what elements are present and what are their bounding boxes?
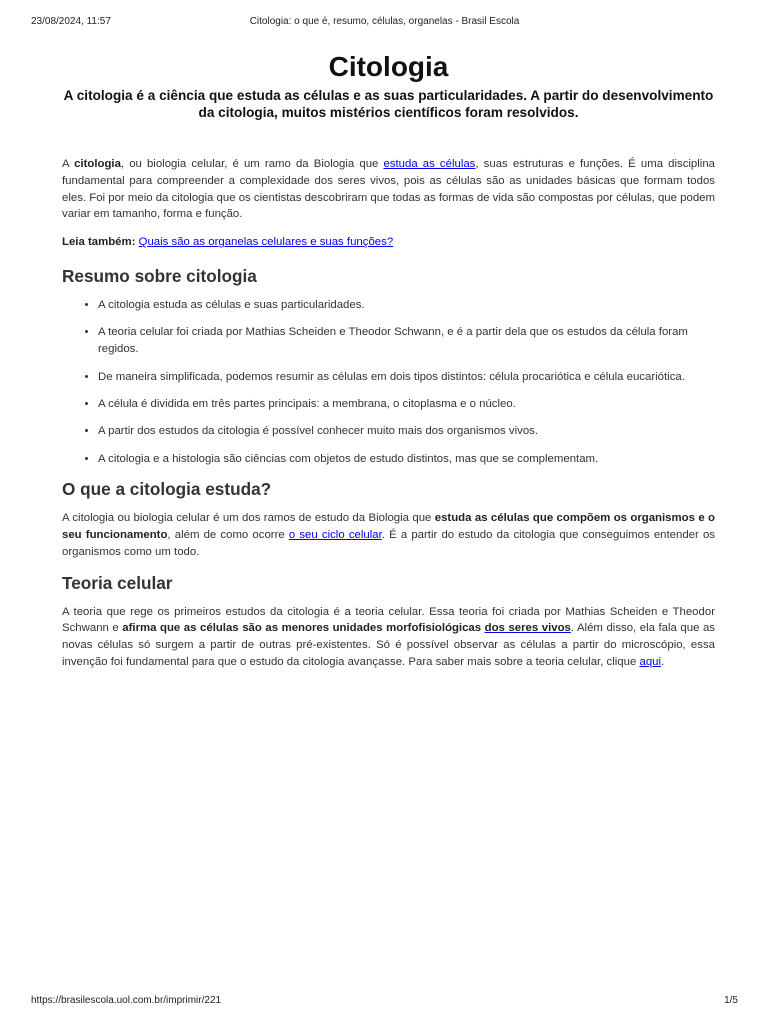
list-item: • A partir dos estudos da citologia é possível conhecer muito mais dos organismos vivos.	[98, 423, 715, 440]
paragraph-text: . Além disso, ela fala que as novas células só surgem a partir de outras pré-existentes. Só é possível observar as células a partir do microscópio, essa invenção foi fundamental para que o estudo da citologia avançasse. Para saber mais sobre a teoria celular, clique	[62, 622, 715, 668]
list-item: • A citologia e a histologia são ciências com objetos de estudo distintos, mas que se complementam.	[98, 451, 715, 468]
list-item: • A célula é dividida em três partes principais: a membrana, o citoplasma e o núcleo.	[98, 396, 715, 413]
read-also-label: Leia também:	[62, 236, 136, 249]
paragraph-bold: estuda as células que compõem os organismos e o seu funcionamento	[62, 512, 715, 541]
intro-text: , suas estruturas e funções. É uma disciplina fundamental para compreender a complexidade dos seres vivos, pois as células são as unidades básicas que formam todos eles. Foi por meio da citologia que os cientistas descobriram que todas as formas de vida são compostas por células, que podem variar em tamanho, forma e função.	[62, 158, 715, 221]
print-header	[31, 16, 738, 30]
link-estuda-as-celulas[interactable]: estuda as células	[383, 158, 476, 170]
cell-theory-paragraph	[62, 604, 715, 671]
intro-text: , ou biologia celular, é um ramo da Biologia que	[120, 158, 384, 170]
what-it-studies-paragraph	[62, 510, 715, 560]
heading-resumo: Resumo sobre citologia	[62, 265, 257, 286]
print-page-title: Citologia: o que é, resumo, células, organelas - Brasil Escola	[249, 16, 520, 27]
paragraph-text: . É a partir do estudo da citologia que conseguimos entender os organismos como um todo.	[62, 528, 715, 558]
paragraph-text: .	[661, 655, 665, 668]
list-item: • A teoria celular foi criada por Mathias Scheiden e Theodor Schwann, e é a partir dela que os estudos da célula foram regidos.	[98, 324, 715, 358]
list-item: • A citologia estuda as células e suas particularidades.	[98, 297, 715, 314]
heading-teoria-celular: Teoria celular	[62, 572, 173, 593]
article-title: Citologia	[328, 51, 449, 82]
print-page-number: 1/5	[724, 995, 738, 1006]
read-also	[62, 234, 715, 251]
print-footer	[31, 995, 738, 1009]
heading-o-que-estuda: O que a citologia estuda?	[62, 479, 272, 500]
link-seres-vivos-label: dos seres vivos	[484, 622, 571, 635]
article-subtitle: A citologia é a ciência que estuda as células e as suas particularidades. A partir do desenvolvimento da citologia, muitos mistérios científicos foram resolvidos.	[63, 88, 714, 120]
paragraph-text: , além de como ocorre	[167, 528, 289, 541]
intro-bold-term: citologia	[74, 158, 121, 170]
article	[62, 49, 715, 671]
paragraph-text: A teoria que rege os primeiros estudos da citologia é a teoria celular. Essa teoria foi criada por Mathias Scheiden e Theodor Schwann e	[62, 605, 715, 635]
intro-text: A	[62, 158, 75, 170]
link-seres-vivos[interactable]	[485, 622, 571, 634]
list-item: • De maneira simplificada, podemos resumir as células em dois tipos distintos: célula procariótica e célula eucariótica.	[98, 369, 715, 386]
summary-list	[62, 297, 715, 468]
paragraph-bold: afirma que as células são as menores unidades morfofisiológicas	[122, 622, 482, 635]
link-organelas[interactable]: Quais são as organelas celulares e suas funções?	[138, 236, 394, 249]
print-datetime: 23/08/2024, 11:57	[31, 16, 111, 27]
link-aqui[interactable]: aqui	[639, 655, 662, 668]
print-url: https://brasilescola.uol.com.br/imprimir/221	[31, 995, 222, 1006]
paragraph-text: A citologia ou biologia celular é um dos ramos de estudo da Biologia que	[62, 512, 435, 525]
intro-paragraph	[62, 156, 715, 223]
link-ciclo-celular[interactable]: o seu ciclo celular	[288, 528, 382, 541]
